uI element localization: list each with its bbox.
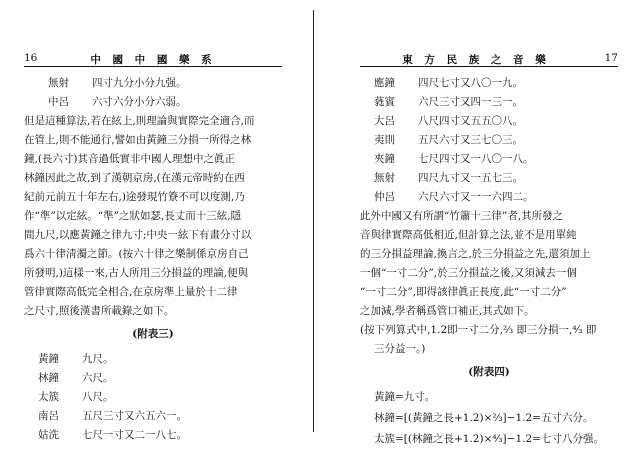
- paragraph-line: 間九尺,以應黃鐘之律九寸;中央一絃下有畫分寸以: [24, 229, 252, 241]
- row-key: 南呂: [38, 410, 59, 422]
- table-row: [24, 93, 282, 112]
- row-value: 六尺六寸又一一六四二。: [418, 191, 534, 203]
- row-key: 太簇: [38, 391, 59, 403]
- paragraph-line: 在管上,則不能通行,譬如由黃鐘三分損一所得之林: [24, 134, 252, 146]
- header-rule: [24, 66, 282, 67]
- paragraph-line: 此外中國又有所謂“竹簫十三律”者,其所發之: [360, 210, 564, 222]
- table-row: [360, 74, 618, 93]
- table-row: [24, 407, 282, 426]
- paragraph-line: 所發明,)這樣一來,古人所用三分損益的理論,便與: [24, 267, 249, 279]
- paragraph-line: 管律實際高低完全相合,在京房準上量於十二律: [24, 286, 238, 298]
- table-row: [360, 188, 618, 207]
- paragraph-line: 但是這種算法,若在絃上,則理論與實際完全適合,而: [24, 115, 255, 127]
- row-value: 七尺一寸又二一八七。: [82, 429, 187, 441]
- paragraph-line: 紀前元前五十年左右,)途發現竹簝不可以度測,乃: [24, 191, 245, 203]
- paragraph-line: 作“準”以定絃。“準”之狀如瑟,長丈而十三絃,隱: [24, 210, 242, 222]
- row-value: 六尺。: [82, 372, 114, 384]
- row-value: 五尺三寸又六五六一。: [82, 410, 187, 422]
- row-value: 八尺四寸又五五〇八。: [418, 115, 523, 127]
- table-row: [360, 169, 618, 188]
- right-page-header: [360, 52, 618, 68]
- table-caption: (附表四): [468, 366, 510, 378]
- paragraph-line: 音與律實際高低相近,但計算之法,並不是用單純: [360, 229, 577, 241]
- table-caption: (附表三): [132, 328, 174, 340]
- paragraph-line: 鐘,(長六寸)其音過低實非中國人理想中之眞正: [24, 153, 236, 165]
- formula-row: 黃鐘=九寸。: [374, 391, 436, 403]
- left-page-body: [24, 74, 282, 445]
- row-key: 中呂: [48, 96, 69, 108]
- row-key: 姑洗: [38, 429, 59, 441]
- row-value: 六尺三寸又四一三一。: [418, 96, 523, 108]
- paragraph-line: 之尺寸,照後漢書所載錄之如下。: [24, 305, 175, 317]
- left-page: [24, 52, 282, 442]
- row-key: 蕤賓: [374, 96, 395, 108]
- formula-row: 太簇=[(林鐘之長+1.2)×⁴⁄₃]−1.2=七寸八分强。: [374, 433, 604, 445]
- header-rule: [360, 66, 618, 67]
- paragraph-line: 一個“一寸二分”,於三分損益之後,又須減去一個: [360, 267, 577, 279]
- paragraph-line: “一寸二分”,即得該律眞正長度,此“一寸二分”: [360, 286, 567, 298]
- table-row: [360, 112, 618, 131]
- row-key: 夷則: [374, 134, 395, 146]
- paragraph-line: 爲六十律淸濁之節。(按六十律之樂制係京房自己: [24, 248, 249, 260]
- row-value: 九尺。: [82, 353, 114, 365]
- row-value: 八尺。: [82, 391, 114, 403]
- row-value: 六寸六分小分六弱。: [92, 96, 187, 108]
- row-value: 七尺四寸又一八〇一八。: [418, 153, 534, 165]
- paragraph-line: 之加減,學者稱爲管口補正,其式如下。: [360, 305, 535, 317]
- right-running-title: 東 方 民 族 之 音 樂: [402, 54, 550, 66]
- row-key: 無射: [48, 77, 69, 89]
- right-page: [360, 52, 618, 445]
- row-key: 仲呂: [374, 191, 395, 203]
- paragraph-line: 的三分損益理論,換言之,於三分損益之先,還須加上: [360, 248, 591, 260]
- row-value: 四尺九寸又一五七三。: [418, 172, 523, 184]
- right-page-number: 17: [604, 52, 618, 64]
- left-running-title: 中 國 中 國 樂 系: [90, 54, 216, 66]
- row-key: 林鐘: [38, 372, 59, 384]
- left-page-number: 16: [24, 52, 38, 64]
- table-row: [24, 426, 282, 445]
- row-key: 黃鐘: [38, 353, 59, 365]
- note-line: 三分益一。): [374, 343, 426, 355]
- row-key: 應鐘: [374, 77, 395, 89]
- table-row: [360, 93, 618, 112]
- left-page-header: [24, 52, 282, 68]
- table-row: [360, 150, 618, 169]
- table-row: [24, 369, 282, 388]
- table-row: [24, 350, 282, 369]
- formula-row: 林鐘=[(黃鐘之長+1.2)×⅔]−1.2=五寸六分。: [374, 412, 594, 424]
- row-key: 無射: [374, 172, 395, 184]
- right-page-body: [360, 74, 618, 451]
- table-row: [360, 131, 618, 150]
- row-value: 四寸九分小分九强。: [92, 77, 187, 89]
- row-value: 五尺六寸又三七〇三。: [418, 134, 523, 146]
- row-key: 大呂: [374, 115, 395, 127]
- row-value: 四尺七寸又八〇一九。: [418, 77, 523, 89]
- table-row: [24, 74, 282, 93]
- row-key: 夾鐘: [374, 153, 395, 165]
- note-line: (按下列算式中,1.2即一寸二分,⅔ 即三分損一,⁴⁄₃ 即: [360, 324, 597, 336]
- book-spine: [313, 10, 314, 432]
- paragraph-line: 林鐘因此之故,到了漢朝京房,(在漢元帝時約在西: [24, 172, 245, 184]
- table-row: [24, 388, 282, 407]
